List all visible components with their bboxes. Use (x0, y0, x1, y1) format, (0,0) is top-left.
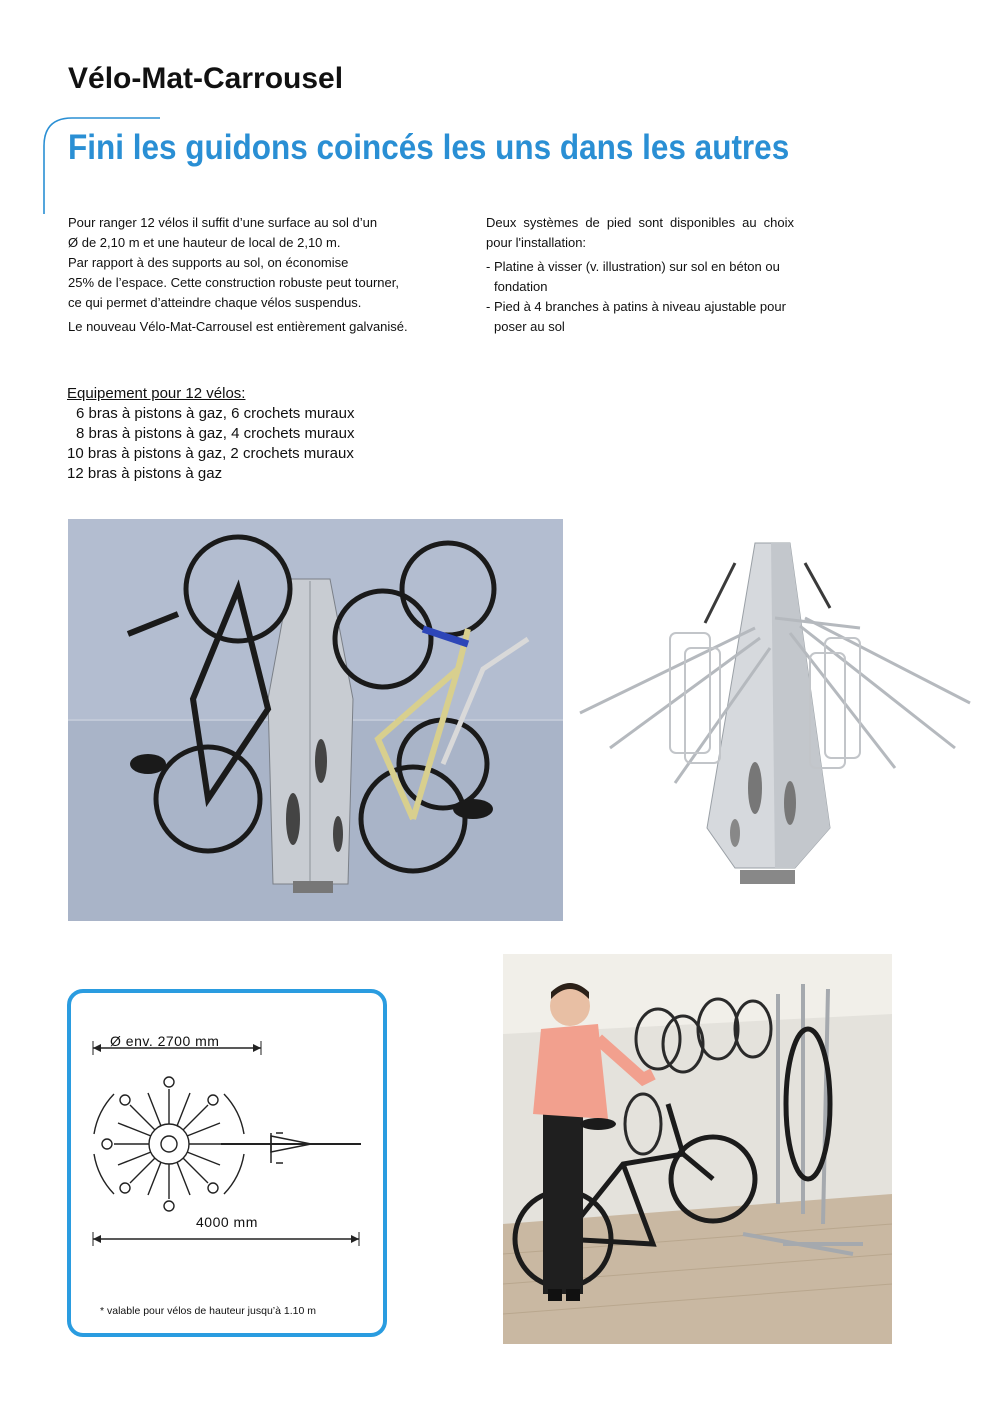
foot-option (486, 257, 794, 297)
foot-option-line: poser au sol (494, 319, 565, 334)
page-title: Vélo-Mat-Carrousel (68, 62, 344, 95)
intro-right-line: pour l'installation: (486, 235, 587, 250)
intro-right-column (486, 213, 794, 337)
equipment-item: 6 bras à pistons à gaz, 6 crochets muraux (76, 405, 355, 422)
intro-left-column (68, 213, 448, 337)
foot-option (486, 297, 794, 337)
equipment-item: 10 bras à pistons à gaz, 2 crochets muraux (67, 445, 354, 462)
page-subtitle: Fini les guidons coincés les uns dans les autres (68, 128, 790, 167)
diagram-footnote: * valable pour vélos de hauteur jusqu’à 1.10 m (100, 1305, 316, 1317)
equipment-heading: Equipement pour 12 vélos: (67, 385, 246, 402)
intro-left-line: 25% de l’espace. Cette construction robuste peut tourner, (68, 275, 399, 290)
foot-option-line: - Pied à 4 branches à patins à niveau ajustable pour (486, 299, 786, 314)
equipment-item: 12 bras à pistons à gaz (67, 465, 223, 482)
equipment-list (67, 384, 354, 484)
intro-left-line: Par rapport à des supports au sol, on économise (68, 255, 349, 270)
bicycle-carousel-photo (68, 519, 563, 921)
man-hanging-bike-photo (503, 954, 892, 1344)
intro-left-line: ce qui permet d’atteindre chaque vélos suspendus. (68, 295, 362, 310)
foot-option-line: fondation (494, 279, 548, 294)
diameter-label: Ø env. 2700 mm (110, 1033, 220, 1049)
width-label: 4000 mm (196, 1214, 258, 1230)
intro-right-line: Deux systèmes de pied sont disponibles au choix (486, 215, 794, 230)
intro-left-line: Ø de 2,10 m et une hauteur de local de 2,10 m. (68, 235, 341, 250)
galvanized-note: Le nouveau Vélo-Mat-Carrousel est entièrement galvanisé. (68, 319, 408, 334)
foot-option-line: - Platine à visser (v. illustration) sur sol en béton ou (486, 259, 780, 274)
empty-carousel-photo (575, 538, 975, 900)
equipment-item: 8 bras à pistons à gaz, 4 crochets muraux (76, 425, 355, 442)
intro-left-line: Pour ranger 12 vélos il suffit d’une surface au sol d’un (68, 215, 378, 230)
